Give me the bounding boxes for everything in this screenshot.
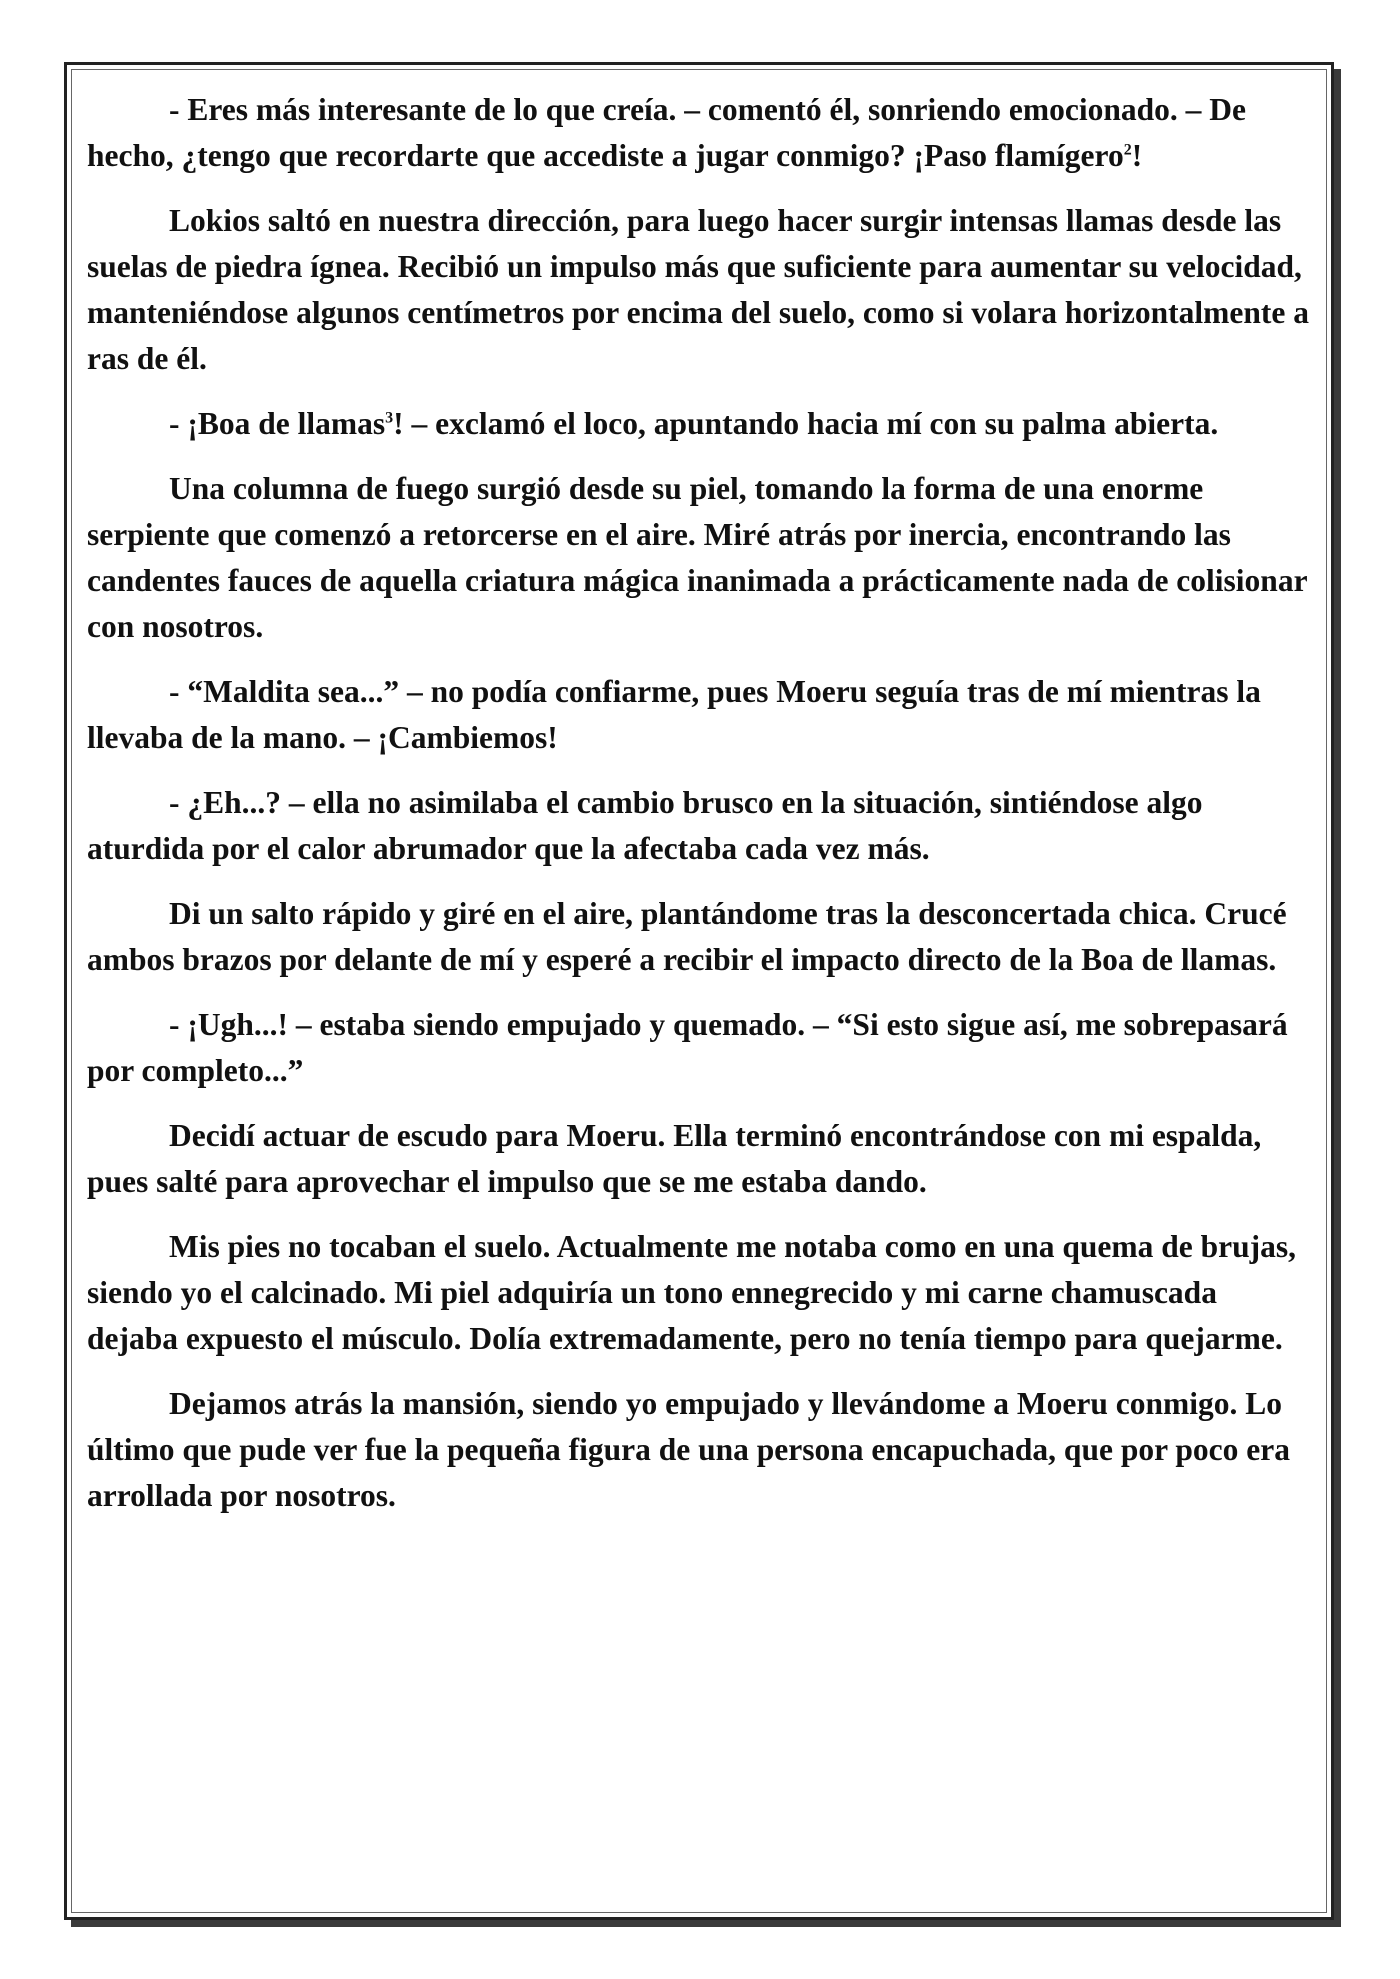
paragraph [87,1113,1315,1205]
paragraph [87,891,1315,983]
paragraph-text: Di un salto rápido y giré en el aire, plantándome tras la desconcertada chica. Crucé ambos brazos por delante de mí y esperé a recibir el impacto directo de la Boa de llamas. [87,896,1287,977]
paragraph-text: - “Maldita sea...” – no podía confiarme, pues Moeru seguía tras de mí mientras la llevaba de la mano. – ¡Cambiemos! [87,674,1261,755]
footnote-marker: 2 [1123,141,1132,159]
paragraph [87,780,1315,872]
paragraph [87,1002,1315,1094]
paragraph [87,466,1315,650]
paragraph [87,1381,1315,1519]
paragraph [87,1224,1315,1362]
paragraph-text: Decidí actuar de escudo para Moeru. Ella terminó encontrándose con mi espalda, pues salté para aprovechar el impulso que se me estaba dando. [87,1118,1262,1199]
paragraph [87,198,1315,382]
paragraph-text: Mis pies no tocaban el suelo. Actualmente me notaba como en una quema de brujas, siendo yo el calcinado. Mi piel adquiría un tono ennegrecido y mi carne chamuscada dejaba expuesto el músculo. Dolía extremadamente, pero no tenía tiempo para quejarme. [87,1229,1297,1356]
paragraph-text: - Eres más interesante de lo que creía. – comentó él, sonriendo emocionado. – De hecho, ¿tengo que recordarte que accediste a jugar conmigo? ¡Paso flamígero [87,92,1246,173]
paragraph-text-continued: ! [1131,138,1143,173]
paragraph [87,669,1315,761]
paragraph-text: - ¡Boa de llamas [169,406,386,441]
paragraph-text: Una columna de fuego surgió desde su piel, tomando la forma de una enorme serpiente que comenzó a retorcerse en el aire. Miré atrás por inercia, encontrando las candentes fauces de aquella criatura mágica inanimada a prácticamente nada de colisionar con nosotros. [87,471,1307,644]
paragraph-text: Dejamos atrás la mansión, siendo yo empujado y llevándome a Moeru conmigo. Lo último que pude ver fue la pequeña figura de una persona encapuchada, que por poco era arrollada por nosotros. [87,1386,1290,1513]
page-frame [64,62,1334,1920]
text-body [87,87,1315,1538]
paragraph-text-continued: ! – exclamó el loco, apuntando hacia mí con su palma abierta. [393,406,1219,441]
footnote-marker: 3 [385,409,394,427]
paragraph-text: - ¿Eh...? – ella no asimilaba el cambio brusco en la situación, sintiéndose algo aturdida por el calor abrumador que la afectaba cada vez más. [87,785,1203,866]
paragraph [87,87,1315,179]
paragraph-text: - ¡Ugh...! – estaba siendo empujado y quemado. – “Si esto sigue así, me sobrepasará por completo...” [87,1007,1288,1088]
paragraph-text: Lokios saltó en nuestra dirección, para luego hacer surgir intensas llamas desde las suelas de piedra ígnea. Recibió un impulso más que suficiente para aumentar su velocidad, manteniéndose algunos centímetros por encima del suelo, como si volara horizontalmente a ras de él. [87,203,1309,376]
paragraph [87,401,1315,447]
